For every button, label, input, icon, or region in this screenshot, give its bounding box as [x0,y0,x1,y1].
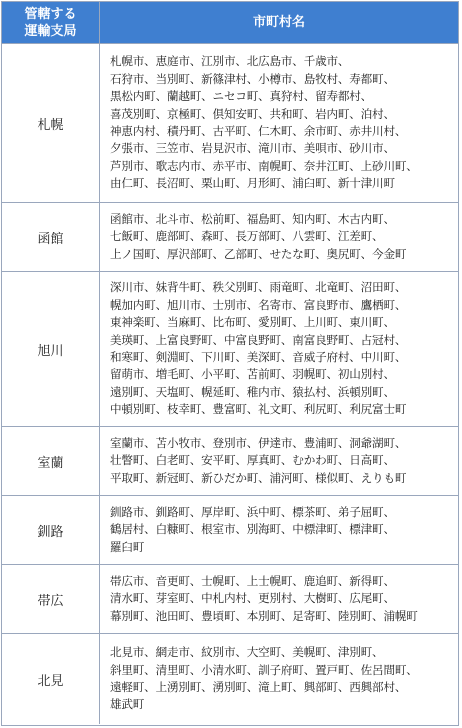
cities-list: 釧路市、釧路町、厚岸町、浜中町、標茶町、弟子屈町、 鶴居村、白糠町、根室市、別海町、中標津町、標津町、 羅臼町 [110,504,395,554]
cities-kushiro [100,496,458,565]
cities-list: 北見市、網走市、紋別市、大空町、美幌町、津別町、 斜里町、清里町、小清水町、訓子府町、置戸町、佐呂間町、 遠軽町、上湧別町、湧別町、滝上町、興部町、西興部村、 雄武町 [110,645,418,712]
header-office [2,2,100,44]
office-muroran: 室蘭 [2,427,100,496]
cities-list: 函館市、北斗市、松前町、福島町、知内町、木古内町、 七飯町、鹿部町、森町、長万部町、八雲町、江差町、 上ノ国町、厚沢部町、乙部町、せたな町、奥尻町、今金町 [110,211,407,261]
cities-asahikawa [100,272,458,427]
jurisdiction-table [1,1,459,726]
office-obihiro: 帯広 [2,565,100,634]
cities-kitami [100,634,458,724]
header-cities [100,2,458,44]
office-kushiro: 釧路 [2,496,100,565]
cities-list: 札幌市、恵庭市、江別市、北広島市、千歳市、 石狩市、当別町、新篠津村、小樽市、島牧村、寿都町、 黒松内町、蘭越町、ニセコ町、真狩村、留寿都村、 喜茂別町、京極町、倶知安町、共和町、岩内町、泊村、 神恵内村、積丹町、古平町、仁木町、余市町、赤井川村、 夕張市、三笠市、岩見沢市、滝川市、美唄市、砂川市、 芦別市、歌志内市、赤平市、南幌町、奈井江町、上砂川町、 由仁町、長沼町、栗山町、月形町、浦臼町、新十津川町 [110,54,418,191]
cities-sapporo [100,44,458,203]
office-hakodate: 函館 [2,203,100,272]
office-sapporo: 札幌 [2,44,100,203]
cities-obihiro [100,565,458,634]
office-asahikawa: 旭川 [2,272,100,427]
header-office-label: 管轄する 運輸支局 [24,6,77,39]
cities-list: 室蘭市、苫小牧市、登別市、伊達市、豊浦町、洞爺湖町、 壮瞥町、白老町、安平町、厚真町、むかわ町、日高町、 平取町、新冠町、新ひだか町、浦河町、様似町、えりも町 [110,435,407,485]
cities-muroran [100,427,458,496]
cities-hakodate [100,203,458,272]
cities-list: 帯広市、音更町、士幌町、上士幌町、鹿追町、新得町、 清水町、芽室町、中札内村、更別村、大樹町、広尾町、 幕別町、池田町、豊頃町、本別町、足寄町、陸別町、浦幌町 [110,573,418,623]
office-kitami: 北見 [2,634,100,724]
cities-list: 深川市、妹背牛町、秩父別町、雨竜町、北竜町、沼田町、 幌加内町、旭川市、士別市、名寄市、富良野市、鷹栖町、 東神楽町、当麻町、比布町、愛別町、上川町、東川町、 美瑛町、上富良野町、中富良野町、南富良野町、占冠村、 和寒町、剣淵町、下川町、美深町、音威子府村、中川町、 留萌市、増毛町、小平町、苫前町、羽幌町、初山別村、 遠別町、天塩町、幌延町、稚内市、猿払村、浜頓別町、 中頓別町、枝幸町、豊富町、礼文町、利尻町、利尻富士町 [110,280,407,417]
header-cities-label: 市町村名 [252,15,305,30]
